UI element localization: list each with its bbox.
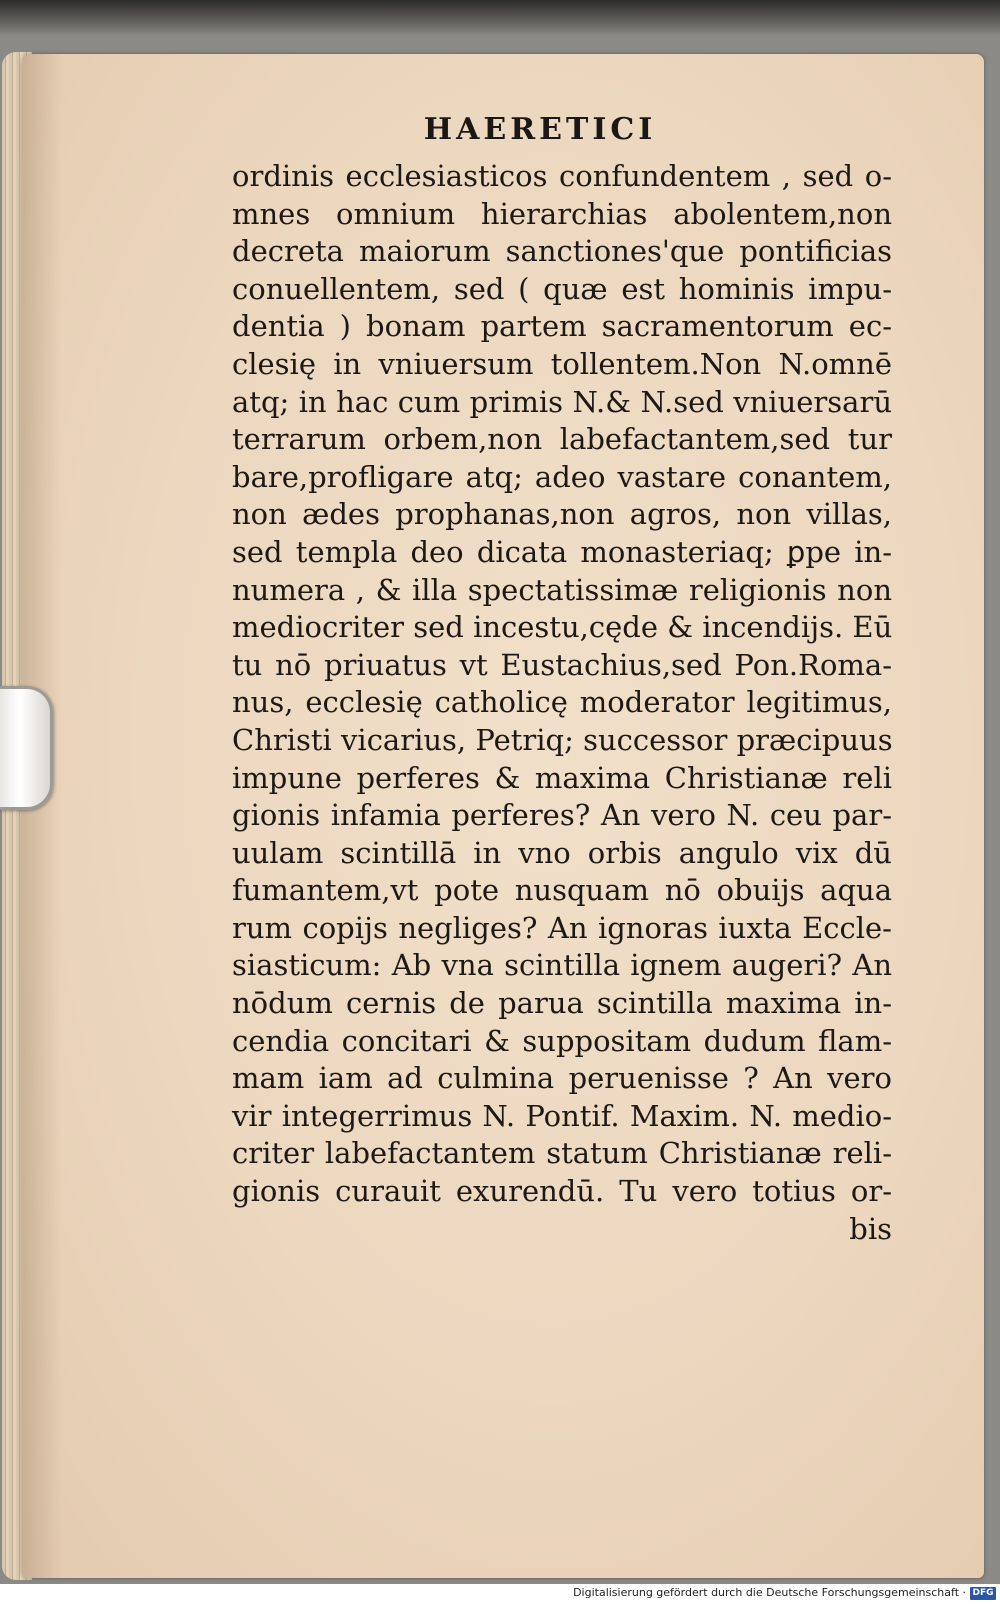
text-line: gionis infamia perferes? An vero N. ceu par- (232, 798, 892, 833)
book-clip (0, 686, 53, 810)
text-line: criter labefactantem statum Christianæ reli- (232, 1136, 892, 1171)
text-line: atq; in hac cum primis N.& N.sed vniuersarū (232, 384, 892, 419)
text-line: bare,profligare atq; adeo vastare conantem, (232, 459, 892, 494)
text-line: fumantem,vt pote nusquam nō obuijs aqua (232, 873, 892, 908)
text-line: numera , & illa spectatissimæ religionis non (232, 572, 892, 607)
text-line: nōdum cernis de parua scintilla maxima in- (232, 986, 892, 1021)
text-line: uulam scintillā in vno orbis angulo vix dū (232, 835, 892, 870)
text-line: sed templa deo dicata monasteriaq; ꝑpe in- (232, 534, 892, 569)
body-text (232, 158, 892, 1248)
funding-credit: Digitalisierung gefördert durch die Deutsche Forschungsgemeinschaft · (573, 1586, 966, 1599)
text-line: ordinis ecclesiasticos confundentem , sed o- (232, 159, 892, 193)
text-line: nus, ecclesię catholicę moderator legitimus, (232, 685, 892, 720)
text-line: tu nō priuatus vt Eustachius,sed Pon.Roma- (232, 647, 892, 682)
text-line: rum copijs negliges? An ignoras iuxta Eccle- (232, 910, 892, 945)
text-line: mnes omnium hierarchias abolentem,non (232, 196, 892, 231)
text-line: decreta maiorum sanctiones'que pontificias (232, 234, 892, 269)
text-line: conuellentem, sed ( quæ est hominis impu- (232, 271, 892, 306)
text-line: mediocriter sed incestu,cęde & incendijs. Eū (232, 610, 893, 645)
text-line: non ædes prophanas,non agros, non villas, (232, 497, 892, 532)
text-line: mam iam ad culmina peruenisse ? An vero (232, 1061, 892, 1096)
scanner-edge (0, 0, 1000, 36)
text-line: gionis curauit exurendū. Tu vero totius or- (232, 1174, 892, 1209)
gutter-shadow (22, 54, 62, 1578)
footer-bar (0, 1584, 1000, 1604)
text-line: Christi vicarius, Petriq; successor præcipuus (232, 722, 893, 757)
catchword: bis (849, 1211, 892, 1246)
text-line: vir integerrimus N. Pontif. Maxim. N. medio- (232, 1098, 892, 1133)
text-line: impune perferes & maxima Christianæ reli (232, 760, 892, 795)
text-line: siasticum: Ab vna scintilla ignem augeri? An (232, 948, 892, 983)
text-line: cendia concitari & suppositam dudum flam- (232, 1023, 892, 1058)
text-line: dentia ) bonam partem sacramentorum ec- (232, 309, 892, 344)
text-line: terrarum orbem,non labefactantem,sed tur (232, 422, 892, 457)
dfg-logo: DFG (970, 1587, 996, 1600)
text-line: clesię in vniuersum tollentem.Non N.omnē (232, 346, 892, 381)
running-head: HAERETICI (423, 112, 657, 147)
